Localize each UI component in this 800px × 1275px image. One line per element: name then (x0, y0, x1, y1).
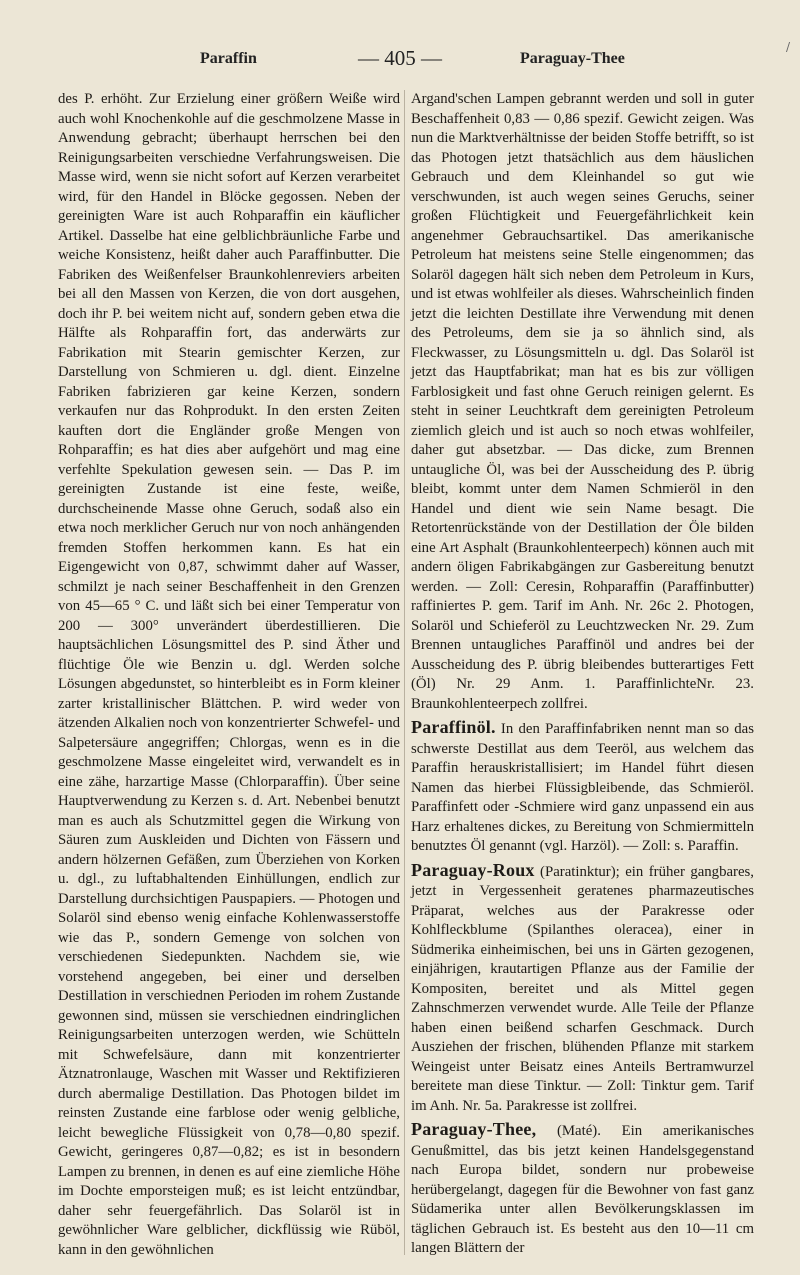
entry-term: Paraguay-Roux (411, 859, 535, 880)
entry-term: Paraffinöl. (411, 717, 496, 737)
left-column-text: des P. erhöht. Zur Erzielung einer größern Weiße wird auch wohl Knochenkohle auf die geschmolzene Masse in Anwendung gebracht; überhaupt herrschen bei den Reinigungsarbeiten verschiedne Verfahrungsweisen. Die Masse wird, wenn sie nicht sofort auf Kerzen verarbeitet wird, für den Handel in Blöcke gegossen. Neben der gereinigten Ware ist auch Rohparaffin ein käuflicher Artikel. Dasselbe hat eine gelblichbräunliche Farbe und weiche Konsistenz, heißt daher auch Paraffinbutter. Die Fabriken des Weißenfelser Braunkohlenreviers arbeiten bei all den Massen von Kerzen, die von dort ausgehen, doch ihr P. bei weitem nicht auf, sondern geben etwa die Hälfte als Rohparaffin fort, das anderwärts zur Fabrikation mit Stearin gemischter Kerzen, zur Darstellung von Schmieren u. dgl. dient. Einzelne Fabriken fabrizieren gar keine Kerzen, sondern verkaufen nur das Rohprodukt. In den ersten Zeiten kauften dort die Engländer große Mengen von Rohparaffin; es hat dies aber aufgehört und mag eine verfehlte Spekulation gewesen sein. — Das P. im gereinigten Zustande ist eine feste, weiße, durchscheinende Masse ohne Geruch, sodaß also ein etwa noch merklicher Geruch nur von noch anhängenden fremden Stoffen herkommen kann. Es hat ein Eigengewicht von 0,87, schwimmt daher auf Wasser, schmilzt je nach seiner Beschaffenheit in den Grenzen von 45—65 ° C. und läßt sich bei einer Temperatur von 200 — 300° unverändert überdestillieren. Die hauptsächlichen Lösungsmittel des P. sind Äther und flüchtige Öle wie Benzin u. dgl. Werden solche Lösungen abgedunstet, so hinterbleibt es in Form kleiner zarter kristallinischer Blättchen. P. wird weder von ätzenden Alkalien noch von konzentrierter Schwefel- und Salpetersäure angegriffen; Chlorgas, wenn es in die geschmolzene Masse eingeleitet wird, verwandelt es in eine zähe, harzartige Masse (Chlorparaffin). Über seine Hauptverwendung zu Kerzen s. d. Art. Nebenbei benutzt man es auch als Schutzmittel gegen die Wirkung von Säuren zum Auskleiden und Dichten von Fässern und andern hölzernen Gefäßen, zum Überziehen von Korken u. dgl., zu luftabhaltenden Einhüllungen, endlich zur Darstellung durchsichtigen Pauspapiers. — Photogen und Solaröl sind ebenso wenig einfache Kohlenwasserstoffe wie das P., sondern Gemenge von solchen von verschiedenen Siedepunkten. Nachdem sie, wie vorstehend angegeben, bei einer und derselben Destillation in verschiednen Perioden im rohem Zustande gewonnen sind, müssen sie verschiednen eindringlichen Reinigungsarbeiten unterzogen werden, wie Schütteln mit Schwefelsäure, dann mit konzentrierter Ätznatronlauge, Waschen mit Wasser und Rektifizieren durch abermalige Destillation. Das Photogen bildet im reinsten Zustande eine farblose oder wenig gelbliche, leicht bewegliche Flüssigkeit von 0,78—0,80 spezif. Gewicht, geringeres 0,87—0,82; es ist in besondern Lampen zu brennen, in denen es auf eine ziemliche Höhe im Dochte emporsteigen muß; es ist leicht entzündbar, daher sehr feuergefährlich. Das Solaröl ist in gewöhnlicher Ware gelblicher, dickflüssig wie Rüböl, kann in den gewöhnlichen (58, 91, 400, 1258)
running-header (0, 46, 800, 74)
corner-mark: / (785, 40, 790, 54)
right-column (411, 90, 754, 1259)
left-column (58, 90, 400, 1260)
entry-text: (Paratinktur); ein früher gangbares, jetzt in Vergessenheit geratenes pharmazeutisches Präparat, welches aus der Parakresse oder Kohlfleckblume (Spilanthes oleracea), einer in Südmerika einheimischen, bei uns in Gärten gezogenen, einjährigen, krautartigen Pflanze aus der Familie der Kompositen, bereitet und als Mittel gegen Zahnschmerzen verwendet wurde. Alle Teile der Pflanze haben einen beißend scharfen Geschmack. Durch Ausziehen der frischen, blühenden Pflanze mit starkem Weingeist unter Beisatz eines Anteils Bertramwurzel bereitete man diese Tinktur. — Zoll: Tinktur gem. Tarif im Anh. Nr. 5a. Parakresse ist zollfrei. (411, 863, 754, 1114)
column-divider (404, 90, 405, 1255)
entry-paraguay-thee (411, 1120, 754, 1259)
entry-text: In den Paraffinfabriken nennt man so das schwerste Destillat aus dem Teeröl, aus welchem das Paraffin herauskristallisiert; im Handel führt diesen Namen das hierbei Flüssigbleibende, das Schmieröl. Paraffinfett oder -Schmiere wird ganz unpassend ein aus Harz erhaltenes dickes, zu Bereitung von Schmiermitteln benutztes Öl genannt (vgl. Harzöl). — Zoll: s. Paraffin. (411, 721, 754, 854)
header-right-keyword: Paraguay-Thee (520, 50, 625, 67)
right-column-continuation: Argand'schen Lampen gebrannt werden und soll in guter Beschaffenheit 0,83 — 0,86 spezif. Gewicht zeigen. Was nun die Marktverhältnisse der beiden Stoffe betrifft, so ist das Photogen jetzt thatsächlich aus dem häuslichen Gebrauch und dem Kleinhandel so gut wie verschwunden, ist auch wegen seines Geruchs, seiner großen Flüchtigkeit und Feuergefährlichkeit kein angenehmer Gebrauchsartikel. Das amerikanische Petroleum hat meistens seine Stelle eingenommen; das Solaröl dagegen hält sich neben dem Petroleum in Kurs, und ist etwas wohlfeiler als dieses. Wahrscheinlich finden jetzt die leichten Destillate ihre Verwendung mit denen des Petroleums, dem sie ja so ähnlich sind, als Fleckwasser, zu Lösungsmitteln u. dgl. Das Solaröl ist jetzt das Hauptfabrikat; man hat es bis zur völligen Farblosigkeit und fast ohne Geruch reinigen gelernt. Es steht in seiner Leuchtkraft dem gereinigten Petroleum ziemlich gleich und ist auch so noch etwas wohlfeiler, daher gut absetzbar. — Das dicke, zum Brennen untaugliche Öl, was bei der Ausscheidung des P. übrig bleibt, kommt unter dem Namen Schmieröl in den Handel und dient wie sein Name besagt. Die Retortenrückstände von der Destillation der Öle bilden eine Art Asphalt (Braunkohlenteerpech) können auch mit andern öligen Fabrikabgängen zur Gasbereitung benutzt werden. — Zoll: Ceresin, Rohparaffin (Paraffinbutter) raffiniertes P. gem. Tarif im Anh. Nr. 26c 2. Photogen, Solaröl und Schieferöl zu Leuchtzwecken Nr. 29. Zum Brennen untaugliches Paraffinöl und andres bei der Ausscheidung des P. übrig bleibendes butterartiges Fett (Öl) Nr. 29 Anm. 1. ParaffinlichteNr. 23. Braunkohlenteerpech zollfrei. (411, 91, 754, 712)
entry-paraguay-roux (411, 861, 754, 1117)
entry-paraffinoel (411, 718, 754, 857)
page-number: — 405 — (358, 46, 442, 70)
header-left-keyword: Paraffin (200, 50, 257, 67)
entry-term: Paraguay-Thee, (411, 1119, 537, 1139)
entry-text: (Maté). Ein amerikanisches Genußmittel, das bis jetzt keinen Handelsgegenstand nach Europa bildet, sondern nur probeweise herübergelangt, dagegen für die Bewohner von fast ganz Südamerika unter allen Bevölkerungsklassen im täglichen Gebrauch ist. Es besteht aus den 10—11 cm langen Blättern der (411, 1123, 754, 1256)
